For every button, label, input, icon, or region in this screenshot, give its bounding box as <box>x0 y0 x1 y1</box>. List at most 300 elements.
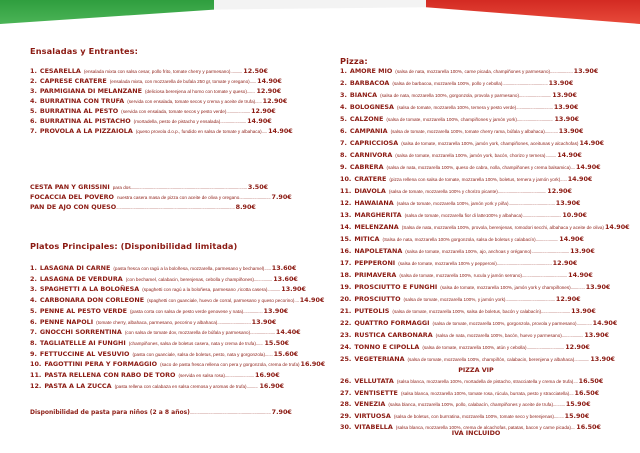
item-description: (ensalada mixta, con mozzarella de bufala 250 gr, tomate y oregano) <box>109 79 250 84</box>
item-number: 10. <box>340 175 352 183</box>
item-price: 14.90€ <box>557 151 582 159</box>
menu-item <box>30 382 284 391</box>
item-price: 14.90€ <box>257 77 282 85</box>
item-description: (mortadella, pesto de pistacho y ensalada) <box>133 119 221 124</box>
menu-item <box>30 117 272 126</box>
menu-item <box>340 127 583 136</box>
item-description: (tomate cherry, albahaca, parmesano, pecorino y albahaca) <box>96 319 218 325</box>
item-price: 16.50€ <box>574 388 600 397</box>
extra-item <box>30 193 292 202</box>
menu-item <box>340 199 580 208</box>
leader-dots: ........ <box>246 89 256 94</box>
item-price: 15.50€ <box>264 338 290 347</box>
menu-item <box>340 343 590 352</box>
item-price: 13.90€ <box>555 199 581 207</box>
ensaladas-heading: Ensaladas y Entrantes: <box>30 46 138 56</box>
item-name: LASAGNA DI CARNE <box>39 264 111 272</box>
item-description: (salsa blanca, mozzarella 100%, pollo, calabacín, champiñones y aceite de trufa) <box>388 402 554 408</box>
item-description: (Salsa de nata, mozzarella 100% gorgonzola, salsa de boletus y calabacín) <box>382 237 536 242</box>
item-name: PASTA A LA ZUCCA <box>44 381 112 390</box>
leader-dots: ..................... <box>550 69 573 74</box>
leader-dots: .............. <box>574 357 590 362</box>
item-name: BURRATINA CON TRUFA <box>39 97 125 105</box>
item-number: 30. <box>340 423 352 432</box>
leader-dots: .... <box>294 298 299 304</box>
leader-dots: ........................ <box>220 119 247 124</box>
item-name: PASTA RELLENA CON RABO DE TORO <box>44 371 176 379</box>
menu-item <box>30 67 268 76</box>
item-name: PARMIGIANA DI MELANZANE <box>39 87 142 95</box>
item-name: CAPRESE CRATERE <box>39 77 107 85</box>
item-number: 2. <box>340 79 347 87</box>
leader-dots: .............................................. <box>505 297 555 302</box>
item-name: BURRATINA AL PISTACHO <box>39 117 131 125</box>
item-name: BURRATINA AL PESTO <box>39 107 119 115</box>
item-description: (salsa de tomate, mozzarella 100%, champiñón, calabacin, berenjena y albahaca) <box>407 357 575 362</box>
menu-item <box>340 400 591 409</box>
item-price: 12.90€ <box>262 97 288 105</box>
leader-dots: ..... <box>261 129 268 134</box>
leader-dots: .......................................... <box>502 81 548 86</box>
item-name: FAGOTTINI PERA Y FORMAGGIO <box>44 360 158 369</box>
menu-item <box>30 127 293 136</box>
item-number: 4. <box>30 97 37 105</box>
leader-dots: .............................. <box>518 93 552 98</box>
item-name: PROSCIUTTO E FUNGHI <box>354 283 438 291</box>
item-number: 15. <box>340 235 352 243</box>
menu-item <box>340 283 610 292</box>
item-price: 16.90€ <box>259 381 285 390</box>
menu-item <box>30 285 306 294</box>
item-price: 13.60€ <box>271 264 297 272</box>
item-description: (salsa de barbacoa, mozzarella 100%, pollo y cebolla) <box>392 81 503 86</box>
item-price: 14.90€ <box>592 319 618 327</box>
menu-item <box>340 259 577 268</box>
item-name: PUTEOLIS <box>354 307 390 315</box>
item-description: (salsa de tomate, mozzarella 100%, jamón york, champiñones, aceitunas y alcachofas) <box>401 141 579 146</box>
item-name: CARBONARA DON CORLEONE <box>39 296 145 305</box>
item-number: 3. <box>340 91 347 99</box>
item-name: CRATERE <box>354 175 387 183</box>
menu-item <box>340 412 589 421</box>
item-name: PENNE NAPOLI <box>39 317 94 326</box>
leader-dots: ..................... <box>535 237 559 242</box>
leader-dots: .... <box>570 425 576 431</box>
leader-dots: ............. <box>570 285 585 290</box>
menu-item <box>340 247 595 256</box>
leader-dots: ............................................................................................................ <box>130 185 247 190</box>
leader-dots: ....................... <box>250 330 275 336</box>
item-description: (salsa de nata, mozzarella 100%, bacón, huevo y parmesano) <box>435 333 562 338</box>
item-number: 9. <box>30 349 37 358</box>
menu-item <box>340 331 609 340</box>
item-price: 13.90€ <box>263 306 289 315</box>
menu-item <box>340 151 582 160</box>
item-name: QUATTRO FORMAGGI <box>354 319 430 327</box>
leader-dots: .................... <box>561 333 584 338</box>
item-description: (pizza rellena con salsa de tomate, mozzarella 100%, boletus, ternera y jamón york) <box>389 177 561 182</box>
principales-heading: Platos Principales: (Disponibilidad limitada) <box>30 241 238 251</box>
item-name: VENTISETTE <box>354 388 398 397</box>
menu-item <box>340 355 615 364</box>
item-price: 13.90€ <box>553 103 579 111</box>
item-name: DIAVOLA <box>354 187 386 195</box>
menu-item <box>30 328 301 337</box>
item-number: 3. <box>30 87 37 95</box>
item-price: 13.90€ <box>571 307 596 315</box>
item-name: VENEZIA <box>354 400 386 409</box>
item-name: LASAGNA DE VERDURA <box>39 274 123 283</box>
item-name: PAN DE AJO CON QUESO <box>30 203 117 211</box>
ninos-price: 7.90€ <box>271 408 292 416</box>
item-description: (servida con ensalada, tomate secos y crema y aceite de trufa) <box>127 99 256 104</box>
item-number: 24. <box>340 343 352 351</box>
item-name: PRIMAVERA <box>354 271 397 279</box>
menu-item <box>340 139 604 148</box>
menu-item <box>340 223 630 232</box>
item-number: 5. <box>30 306 37 315</box>
leader-dots: .... <box>569 390 574 396</box>
item-price: 14.90€ <box>567 175 593 183</box>
menu-item <box>340 79 573 88</box>
item-number: 5. <box>30 107 37 115</box>
item-number: 8. <box>30 338 37 347</box>
item-description: (servida con ensalada, tomate secos y pesto verde) <box>121 109 227 114</box>
pizza-vip-heading: PIZZA VIP <box>458 366 494 374</box>
item-price: 12.90€ <box>547 187 572 195</box>
leader-dots: ...... <box>264 266 271 271</box>
item-name: CAMPANIA <box>349 127 388 135</box>
item-number: 7. <box>30 127 37 135</box>
item-number: 26. <box>340 377 352 385</box>
item-number: 22. <box>340 319 352 327</box>
item-name: FETTUCCINE AL VESUVIO <box>39 349 130 358</box>
item-name: VIRTUOSA <box>354 411 391 420</box>
extra-item <box>30 183 268 192</box>
item-number: 13. <box>340 211 352 219</box>
item-description: (salsa de nata, mozzarella 100%, gorgonzola, provola y parmesano) <box>380 93 519 98</box>
menu-item <box>340 295 581 304</box>
item-name: CESTA PAN Y GRISSINI <box>30 183 110 191</box>
item-price: 13.60€ <box>273 274 298 283</box>
item-price: 13.90€ <box>548 79 574 87</box>
menu-item <box>340 235 584 244</box>
menu-item <box>340 91 577 100</box>
item-description: (spaghetti con guanciale, huevo de corral, parmesano y queso pecorino) <box>147 298 295 304</box>
item-description: (salsa de tomate, mozzarella fior di latte100% y albahaca) <box>404 213 523 218</box>
item-description: para dos <box>112 185 131 190</box>
leader-dots: ........................... <box>541 309 571 314</box>
item-number: 1. <box>340 67 347 75</box>
item-price: 13.90€ <box>573 67 599 75</box>
item-number: 14. <box>340 223 352 231</box>
leader-dots: ........................................... <box>508 201 555 206</box>
item-number: 17. <box>340 259 352 267</box>
item-name: VITABELLA <box>354 423 393 432</box>
menu-item <box>30 339 289 348</box>
item-number: 2. <box>30 274 37 283</box>
extra-item <box>30 203 256 212</box>
item-price: 14.90€ <box>579 139 605 147</box>
item-description: (saco de pasta fresca rellena con pera y gorgonzola, crema de trufa) <box>160 362 300 368</box>
item-price: 12.90€ <box>256 87 282 95</box>
item-price: 15.90€ <box>565 400 591 409</box>
item-description: (salsa de tomate, mozzarella 100%, atún y cebolla) <box>422 345 527 350</box>
item-price: 12.90€ <box>555 295 581 303</box>
item-description: (salsa de tomate, mozzarella 100%, ternera y pesto verde) <box>396 105 517 110</box>
item-description: nuestra casera masa de pizza con aceite de oliva y oregano <box>116 195 240 200</box>
item-number: 4. <box>340 103 347 111</box>
item-price: 13.90€ <box>281 285 306 294</box>
item-price: 14.40€ <box>275 328 301 337</box>
leader-dots: ................. <box>253 276 273 282</box>
item-price: 13.90€ <box>558 127 584 135</box>
item-description: (pasta rellena con calabaza en salsa cremosa y aromas de trufa) <box>114 383 247 389</box>
menu-item <box>30 296 324 305</box>
item-price: 14.90€ <box>299 296 325 305</box>
item-description: (pasta fresca con ragú a la boloñesa, mozzarella, parmesano y bechamel) <box>113 266 265 271</box>
item-name: SPAGHETTI A LA BOLOÑESA <box>39 285 140 294</box>
item-price: 3.50€ <box>247 183 269 191</box>
menu-item <box>340 163 601 172</box>
item-description: (salsa blanca, mozzarella 100%, crema de alcachofas, patatas, bacon y carne picada) <box>395 425 571 431</box>
item-number: 21. <box>340 307 352 315</box>
menu-item <box>30 318 276 327</box>
item-price: 16.90€ <box>300 360 326 369</box>
menu-item <box>340 307 596 316</box>
item-name: RUSTICA CARBONARA <box>354 331 433 339</box>
menu-item <box>30 360 325 369</box>
item-price: 13.90€ <box>590 355 616 363</box>
item-name: CALZONE <box>349 115 384 123</box>
ninos-text: Disponibilidad de pasta para niños (2 a 8 años) <box>30 409 190 416</box>
leader-dots: ........... <box>553 402 565 408</box>
item-price: 13.90€ <box>584 331 610 339</box>
leader-dots: ........................................................................... <box>189 410 271 415</box>
menu-item <box>340 377 603 386</box>
item-number: 1. <box>30 67 37 75</box>
item-name: TAGLIATELLE AI FUNGHI <box>39 338 126 347</box>
leader-dots: .................. <box>243 308 263 314</box>
leader-dots: .................................... <box>522 213 562 218</box>
item-number: 10. <box>30 360 42 369</box>
item-number: 11. <box>340 187 352 195</box>
item-description: (servida en salsa rosa) <box>178 373 225 378</box>
item-number: 7. <box>30 328 37 337</box>
menu-item <box>340 271 593 280</box>
item-price: 7.90€ <box>271 193 292 201</box>
item-description: (salsa de tomate, mozzarella 100% y pepperoni) <box>398 261 497 266</box>
item-number: 6. <box>340 127 347 135</box>
menu-item <box>340 175 592 184</box>
item-number: 23. <box>340 331 352 339</box>
item-number: 1. <box>30 264 37 272</box>
item-number: 12. <box>340 199 352 207</box>
item-number: 28. <box>340 400 352 409</box>
item-price: 16.50€ <box>576 423 601 432</box>
item-name: MARGHERITA <box>354 211 402 219</box>
item-price: 14.90€ <box>559 235 584 243</box>
item-description: (salsa de tomate, mozzarella 100%, jamón york y champiñones) <box>440 285 571 290</box>
item-number: 3. <box>30 285 37 294</box>
item-number: 2. <box>30 77 37 85</box>
item-price: 14.90€ <box>247 117 272 125</box>
item-name: VELLUTATA <box>354 377 394 385</box>
item-number: 29. <box>340 411 352 420</box>
item-number: 4. <box>30 296 37 305</box>
item-number: 7. <box>340 139 347 147</box>
item-name: AMORE MIO <box>349 67 393 75</box>
item-name: MELENZANA <box>354 223 399 231</box>
item-description: (salsa de tomate, mozzarella 100% y chorizo picante) <box>388 189 498 194</box>
menu-item <box>30 350 298 359</box>
menu-item <box>30 87 281 96</box>
item-name: CAPRICCIOSA <box>349 139 399 147</box>
item-description: (pasta corta con salsa de pesto verde genovese y nata) <box>130 308 244 314</box>
flag-red-stripe <box>426 0 640 24</box>
leader-dots: ............ <box>544 129 558 134</box>
item-name: NAPOLETANA <box>354 247 403 255</box>
pizza-heading: Pizza: <box>340 56 368 66</box>
item-name: PEPPERONI <box>354 259 396 267</box>
leader-dots: ................................................... <box>496 261 552 266</box>
item-description: (deliciosa berenjena al horno con tomate y queso) <box>144 89 247 94</box>
item-name: PROVOLA A LA PIZZAIOLA <box>39 127 133 135</box>
leader-dots: ......... <box>553 413 564 419</box>
item-price: 15.90€ <box>564 411 590 420</box>
item-description: (con bechamel, calabacin, berenjenas, cebolla y champiñones) <box>125 276 254 282</box>
menu-item <box>340 67 598 76</box>
leader-dots: ....... <box>265 351 273 357</box>
leader-dots: .... <box>570 165 575 170</box>
leader-dots: .............................................................................................................. <box>116 205 235 210</box>
leader-dots: .............. <box>576 321 592 326</box>
item-name: FOCACCIA DEL POVERO <box>30 193 114 201</box>
item-name: BIANCA <box>349 91 378 99</box>
item-description: (salsa de tomate, mozzarella 100%, rucula y jamón serrano) <box>399 273 522 278</box>
menu-item <box>340 115 579 124</box>
leader-dots: .... <box>573 379 578 384</box>
item-description: (Salsa de nata, mozzarella 100%, provola, berenjenas, romodori secchi, albahaca y aceite de oliva) <box>401 225 604 230</box>
item-name: PROSCIUTTO <box>354 295 401 303</box>
item-description: (salsa de tomate, mozzarella 100%, y jamón york) <box>403 297 506 302</box>
item-price: 14.90€ <box>568 271 593 279</box>
menu-item <box>30 307 288 316</box>
leader-dots: .......... <box>545 153 557 158</box>
item-number: 27. <box>340 388 352 397</box>
item-description: (queso provola d.o.p., fundido en salsa de tomate y albahaca) <box>135 129 262 134</box>
item-number: 11. <box>30 371 42 379</box>
item-description: (con salsa de tomate dov, mozzarella de búfala y parmesano) <box>124 330 251 336</box>
item-description: (salsa de tomate, mozzarella 100%, ajo, anchoas y oréganno) <box>405 249 532 254</box>
item-name: HAWAIANA <box>354 199 394 207</box>
leader-dots: ....... <box>255 340 264 346</box>
item-price: 13.90€ <box>585 283 611 291</box>
leader-dots: ...... <box>255 99 262 104</box>
ninos-row <box>30 408 292 417</box>
item-price: 16.90€ <box>255 371 280 379</box>
item-price: 8.90€ <box>235 203 256 211</box>
item-price: 13.90€ <box>570 247 595 255</box>
item-description: (salsa de tomate, mozzarella 100%, salsa de boletus, bacón y calabacín) <box>392 309 542 314</box>
item-price: 14.90€ <box>268 127 293 135</box>
item-number: 25. <box>340 355 352 363</box>
item-price: 12.90€ <box>552 259 578 267</box>
item-description: (salsa de tomate, mozzarella 100%, champiñones y jamón york) <box>386 117 517 122</box>
item-description: (salsa blanca, mozzarella 100%, mortadella de pistacho, stracciatella y crema de trufa) <box>396 379 574 384</box>
leader-dots: ...................... <box>226 109 251 114</box>
leader-dots: ............................. <box>239 195 271 200</box>
item-price: 13.90€ <box>251 317 277 326</box>
menu-item <box>30 371 280 380</box>
item-name: BOLOGNESA <box>349 103 394 111</box>
leader-dots: ........... <box>246 383 259 389</box>
item-description: (salsa de nata, mozzarella 100%, carne picada, champiñones y parmesano) <box>395 69 551 74</box>
item-description: (salsa de tomate, mozzarella 100%, tomate cherry rama, búfala y albahaca) <box>390 129 545 134</box>
item-price: 12.90€ <box>565 343 590 351</box>
item-number: 20. <box>340 295 352 303</box>
item-description: (salsa de nata, mozzarella 100%, queso de cabra, nolla, champiñones y crema balsamica) <box>386 165 571 170</box>
item-price: 13.90€ <box>554 115 580 123</box>
item-number: 5. <box>340 115 347 123</box>
menu-item <box>30 107 276 116</box>
item-description: (champiñones, salsa de boletus casera, nata y crema de trufa) <box>128 340 256 346</box>
flag-green-stripe <box>0 0 214 24</box>
leader-dots: ............................................. <box>497 189 547 194</box>
leader-dots: ............ <box>267 287 281 293</box>
menu-item <box>30 275 298 284</box>
menu-item <box>340 319 617 328</box>
item-number: 16. <box>340 247 352 255</box>
leader-dots: ................................... <box>526 345 565 350</box>
menu-item <box>340 103 579 112</box>
italian-flag-banner <box>0 0 640 24</box>
item-number: 12. <box>30 381 42 390</box>
item-number: 6. <box>30 317 37 326</box>
item-price: 16.50€ <box>578 377 604 385</box>
iva-note: IVA INCLUIDO <box>451 429 501 437</box>
menu-item <box>30 77 282 86</box>
item-price: 15.60€ <box>273 349 299 358</box>
item-price: 14.90€ <box>575 163 601 171</box>
item-description: (salsa de tomate, mozzarella 100%, gorgonzola, provola y parmesano) <box>432 321 577 326</box>
item-price: 12.90€ <box>251 107 276 115</box>
leader-dots: .................................. <box>516 117 554 122</box>
item-description: (salsa blanca, mozzarella 100%, tomate rosa, rúcula, burrata, pesto y stracciatella) <box>400 390 570 396</box>
item-name: BARBACOA <box>349 79 390 87</box>
item-price: 10.90€ <box>562 211 588 219</box>
menu-item <box>340 211 587 220</box>
leader-dots: ................................... <box>531 249 570 254</box>
item-number: 18. <box>340 271 352 279</box>
item-number: 6. <box>30 117 37 125</box>
item-description: (ensalada mixta con salsa cesar, pollo frito, tomate cherry y parmesano) <box>83 69 231 74</box>
menu-item <box>30 97 287 106</box>
item-name: MITICA <box>354 235 380 243</box>
item-description: (salsa de boletus, con burrratina, mozzarella 100%, tomate seco y berenjenas) <box>393 413 554 419</box>
item-description: (pasta con guanciale, salsa de boletus, pesto, nata y gorgonzola) <box>132 351 266 357</box>
item-description: (spaghetti con ragú a la boloñesa, parmesano ,ricotta casera) <box>142 287 268 293</box>
item-price: 12.50€ <box>243 67 268 75</box>
item-number: 19. <box>340 283 352 291</box>
item-price: 14.90€ <box>604 223 630 231</box>
item-name: TONNO E CIPOLLA <box>354 343 420 351</box>
menu-item <box>30 264 296 273</box>
leader-dots: .................................. <box>516 105 553 110</box>
item-name: CABRERA <box>349 163 384 171</box>
item-name: GNOCCHI SORRENTINA <box>39 328 122 337</box>
flag-white-stripe <box>214 0 426 24</box>
